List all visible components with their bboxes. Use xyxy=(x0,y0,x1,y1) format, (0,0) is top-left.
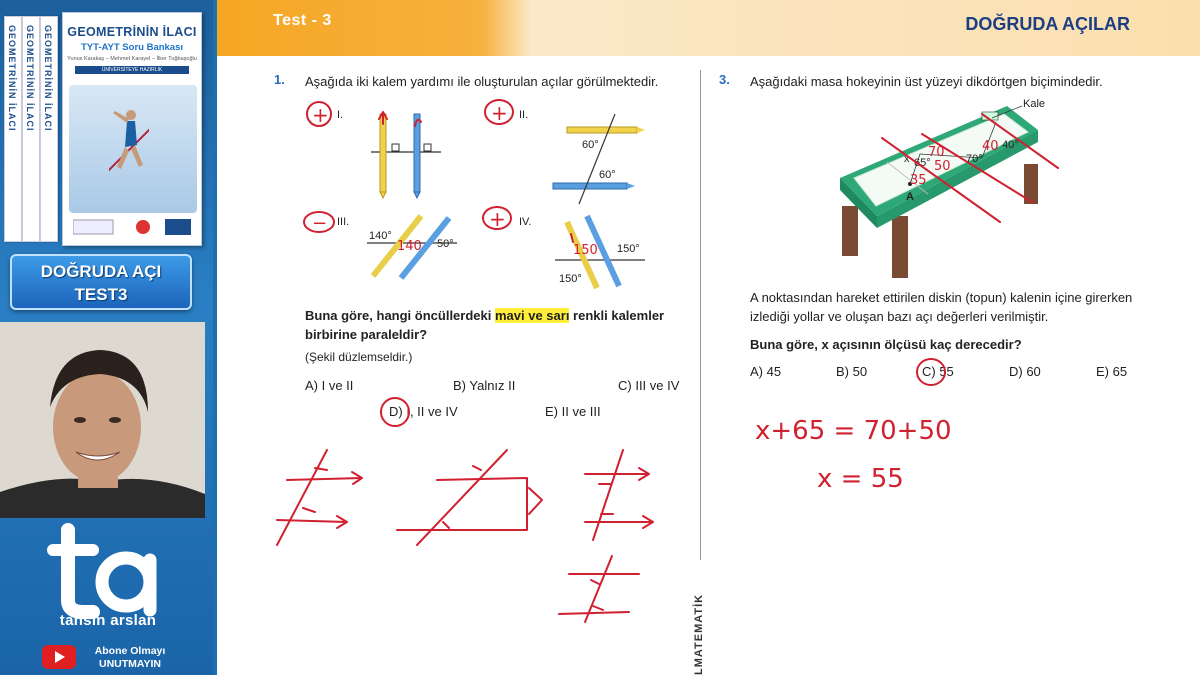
webcam-feed xyxy=(0,322,205,518)
book-title: GEOMETRİNİN İLACI xyxy=(67,25,197,39)
work-line-2: x = 55 xyxy=(817,464,904,494)
prompt-pre: Buna göre, hangi öncüllerdeki xyxy=(305,308,495,323)
tahsin-arslan-logo xyxy=(38,520,168,620)
q3-option-c[interactable]: C) 55 xyxy=(922,364,954,379)
subscribe-reminder xyxy=(80,645,180,671)
hockey-table xyxy=(840,98,1045,278)
question-1-figures xyxy=(297,92,697,297)
book-authors: Yunus Karakaş – Mehmet Karayel – İlker Tuğbaşoğlu xyxy=(67,56,197,62)
channel-name: tahsin arslan xyxy=(59,612,157,629)
label-kale: Kale xyxy=(1023,98,1046,110)
label-65: 65° xyxy=(914,157,931,169)
figure-ii xyxy=(553,114,645,204)
q1-option-a[interactable]: A) I ve II xyxy=(305,378,354,393)
book-spine xyxy=(40,16,58,242)
circle-mark-q1-d xyxy=(367,392,417,432)
book-cover xyxy=(62,12,202,246)
spine-text: GEOMETRİNİN İLACI xyxy=(25,25,35,132)
spine-text: GEOMETRİNİN İLACI xyxy=(43,25,53,132)
youtube-icon xyxy=(42,645,76,669)
label-i: I. xyxy=(337,109,344,121)
column-divider xyxy=(700,70,701,560)
mark-i: + xyxy=(312,103,329,127)
prompt-highlight: mavi ve sarı xyxy=(494,308,570,323)
question-3-number: 3. xyxy=(719,72,730,87)
angle-iv-b: 150° xyxy=(559,273,582,285)
q1-handwritten-sketches xyxy=(267,430,697,630)
book-spine xyxy=(4,16,22,242)
question-1-prompt xyxy=(305,306,695,344)
question-3-body: A noktasından hareket ettirilen diskin (topun) kalenin içine girerken izlediği yollar ve oluşan bazı açı değerleri verilmiştir. xyxy=(750,290,1133,324)
label-iii: III. xyxy=(337,216,350,228)
label-iv: IV. xyxy=(519,216,532,228)
worksheet-header xyxy=(217,0,1200,56)
ink-sketch-4 xyxy=(559,556,639,622)
ink-sketch-2 xyxy=(397,450,542,545)
circle-mark-q3-c xyxy=(907,354,957,390)
athlete-illustration xyxy=(109,105,149,185)
q1-option-b[interactable]: B) Yalnız II xyxy=(453,378,516,393)
book-spine xyxy=(22,16,40,242)
test-title-banner xyxy=(10,254,192,310)
figure-i xyxy=(371,114,441,198)
book-cover-photo xyxy=(69,85,197,213)
q3-option-e[interactable]: E) 65 xyxy=(1096,364,1128,379)
prompt-post: renkli kalemler birbirine paraleldir? xyxy=(305,308,665,342)
presenter-image xyxy=(0,322,205,518)
publisher-logos xyxy=(73,217,193,237)
label-point-a: A xyxy=(906,191,914,203)
figure-iv xyxy=(555,216,645,288)
question-1-note: (Şekil düzlemseldir.) xyxy=(305,350,413,364)
work-line-1: x+65 = 70+50 xyxy=(755,416,952,446)
topic-title: DOĞRUDA AÇILAR xyxy=(965,14,1130,34)
banner-line1: DOĞRUDA AÇI xyxy=(40,262,162,281)
mark-ii: + xyxy=(491,101,508,125)
ink-sketch-3 xyxy=(585,450,653,540)
book-cover-stack xyxy=(4,10,204,246)
ink-sketch-1 xyxy=(277,450,362,545)
q1-option-e[interactable]: E) II ve III xyxy=(545,404,601,419)
question-1-number: 1. xyxy=(274,72,285,87)
book-subtitle: TYT-AYT Soru Bankası xyxy=(80,42,184,53)
q1-option-c[interactable]: C) III ve IV xyxy=(618,378,680,393)
ink-70: 70 xyxy=(928,145,945,160)
banner-line2: TEST3 xyxy=(74,285,128,304)
q3-option-d[interactable]: D) 60 xyxy=(1009,364,1041,379)
worksheet-page xyxy=(217,0,1200,675)
subscribe-line2: UNUTMAYIN xyxy=(98,658,162,670)
sidebar xyxy=(0,0,213,675)
ink-50: 50 xyxy=(934,159,951,174)
ink-35: 35 xyxy=(910,173,927,188)
label-ii: II. xyxy=(519,109,529,121)
q3-handwritten-solution xyxy=(747,405,1007,505)
question-3-text: Aşağıdaki masa hokeyinin üst yüzeyi dikdörtgen biçimindedir. xyxy=(750,74,1103,89)
ink-iii-angle: 140 xyxy=(397,239,422,254)
ink-marks-q1 xyxy=(304,100,598,258)
angle-iii-a: 140° xyxy=(369,230,392,242)
mark-iv: + xyxy=(489,207,506,231)
q3-option-a[interactable]: A) 45 xyxy=(750,364,782,379)
label-70: 70° xyxy=(966,153,983,165)
subscribe-line1: Abone Olmayı xyxy=(94,645,166,657)
ink-iv-angle: 150 xyxy=(573,243,598,258)
test-label: Test - 3 xyxy=(273,12,332,29)
angle-ii-a: 60° xyxy=(582,139,599,151)
publisher-vertical-text: LMATEMATİK xyxy=(693,593,705,675)
angle-iii-b: 50° xyxy=(437,238,454,250)
angle-ii-b: 60° xyxy=(599,169,616,181)
question-3-prompt: Buna göre, x açısının ölçüsü kaç derecedir? xyxy=(750,337,1022,352)
question-1-text: Aşağıda iki kalem yardımı ile oluşturulan açılar görülmektedir. xyxy=(305,74,659,89)
label-x: x xyxy=(904,153,910,165)
angle-iv-a: 150° xyxy=(617,243,640,255)
spine-text: GEOMETRİNİN İLACI xyxy=(7,25,17,132)
hockey-table-figure xyxy=(832,98,1077,278)
mark-iii: − xyxy=(312,213,328,234)
book-band: ÜNİVERSİTEYE HAZIRLIK xyxy=(75,66,189,74)
ink-40: 40 xyxy=(982,139,999,154)
q1-option-d[interactable]: D) I, II ve IV xyxy=(389,404,458,419)
label-40: 40° xyxy=(1002,139,1019,151)
q3-option-b[interactable]: B) 50 xyxy=(836,364,868,379)
